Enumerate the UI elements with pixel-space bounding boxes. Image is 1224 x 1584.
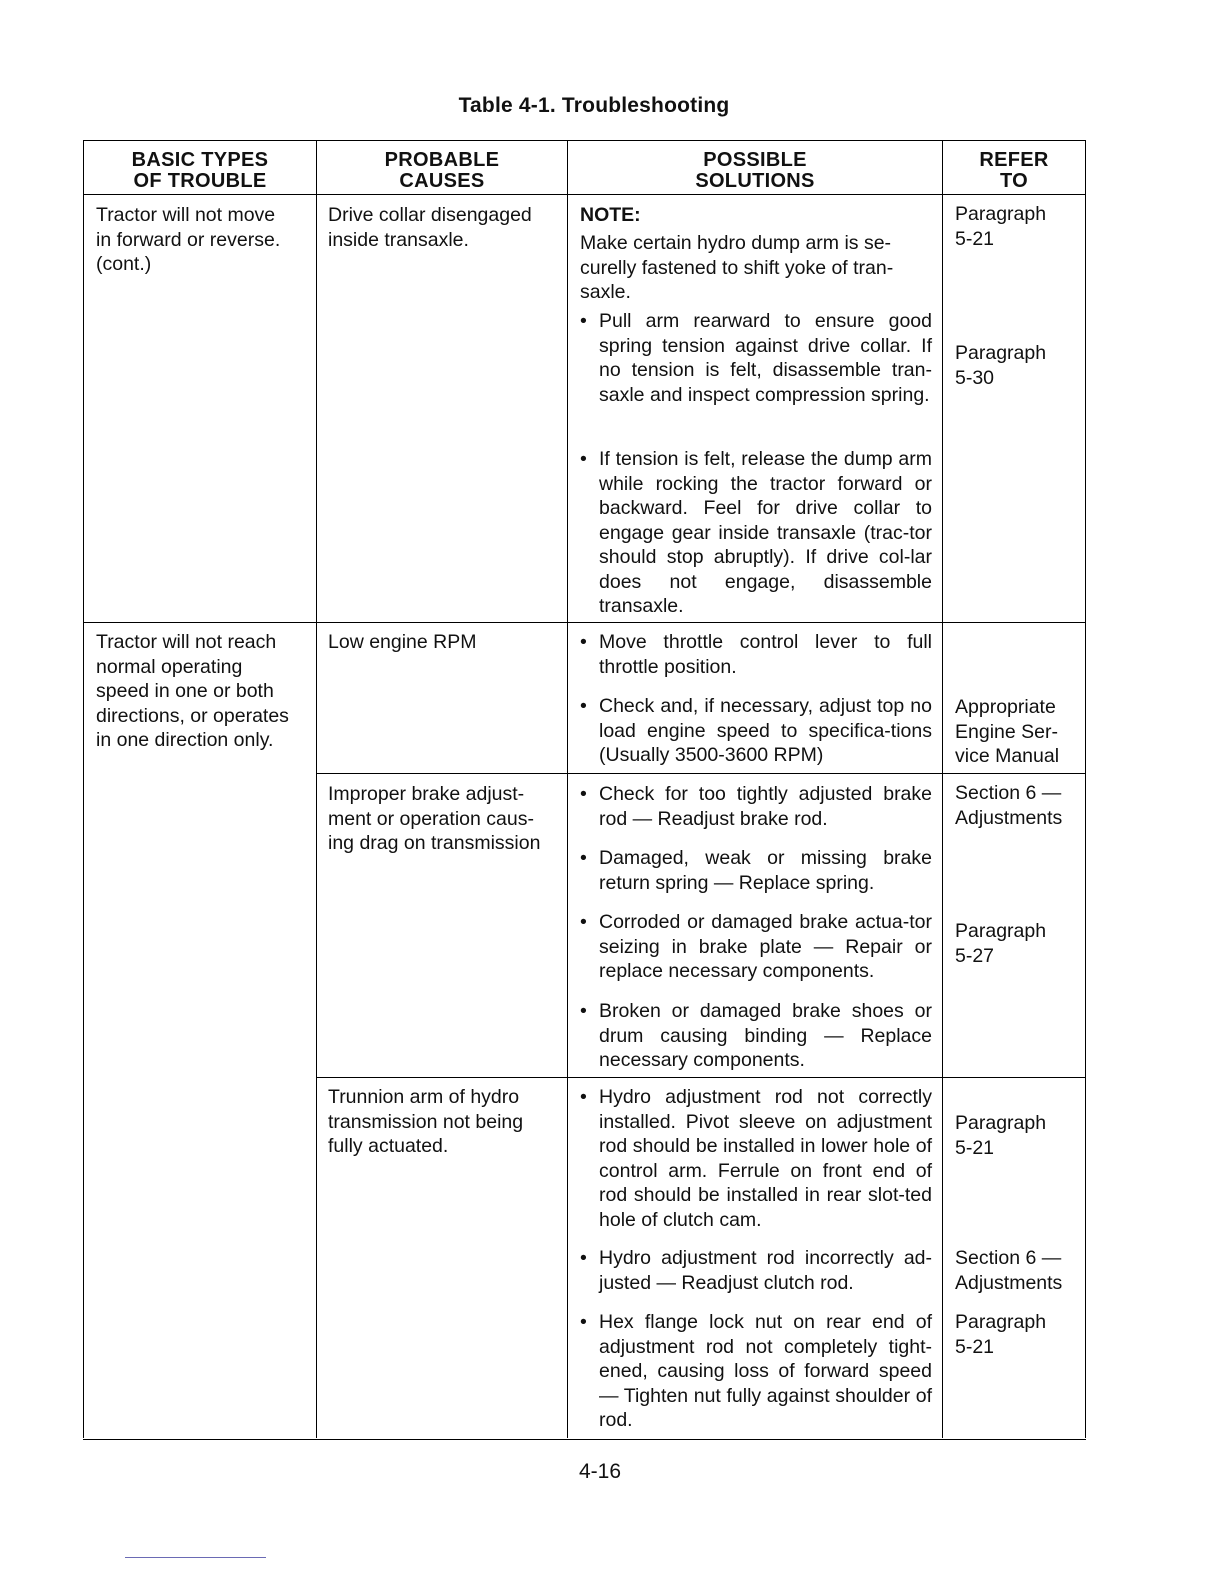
cause-text: Improper brake adjust- ment or operation caus- ing drag on transmission	[328, 783, 541, 854]
refer-text: Appropriate Engine Ser- vice Manual	[955, 696, 1060, 767]
note-label: NOTE:	[580, 204, 641, 226]
footer-rule	[125, 1557, 266, 1558]
cause-text: Low engine RPM	[328, 631, 477, 653]
refer-text: Paragraph 5-21	[955, 203, 1047, 250]
refer-text: Paragraph 5-27	[955, 920, 1047, 967]
bullet-icon: •	[580, 695, 587, 717]
col-divider	[316, 140, 317, 1438]
refer-text: Paragraph 5-21	[955, 1112, 1047, 1159]
solution-item: • Hydro adjustment rod incorrectly ad-justed — Readjust clutch rod.	[580, 1247, 932, 1294]
refer-text: Section 6 — Adjustments	[955, 1247, 1063, 1294]
header-refer: REFER TO	[979, 149, 1049, 192]
refer-text: Paragraph 5-30	[955, 342, 1047, 389]
col-divider	[83, 140, 84, 1438]
bullet-icon: •	[580, 911, 587, 933]
row-divider	[316, 1077, 1086, 1078]
bullet-icon: •	[580, 783, 587, 805]
header-trouble: BASIC TYPES OF TROUBLE	[131, 149, 269, 192]
header-causes: PROBABLE CAUSES	[384, 149, 500, 192]
solution-item: • Broken or damaged brake shoes or drum causing binding — Replace necessary components.	[580, 1000, 932, 1071]
solution-item: • Hex flange lock nut on rear end of adjustment rod not completely tight-ened, causing loss of forward speed — Tighten nut fully against shoulder of rod.	[580, 1311, 932, 1431]
cause-text: Drive collar disengaged inside transaxle.	[328, 204, 532, 251]
bullet-icon: •	[580, 631, 587, 653]
refer-text: Paragraph 5-21	[955, 1311, 1047, 1358]
bullet-icon: •	[580, 847, 587, 869]
note-text: Make certain hydro dump arm is se- curelly fastened to shift yoke of tran- saxle.	[580, 232, 894, 303]
bullet-icon: •	[580, 1086, 587, 1108]
solution-item: • If tension is felt, release the dump arm while rocking the tractor forward or backward. Feel for drive collar to engage gear inside transaxle (trac-tor should stop abruptly). If drive col-lar does not engage, disassemble transaxle.	[580, 448, 932, 617]
bullet-icon: •	[580, 1000, 587, 1022]
header-solutions: POSSIBLE SOLUTIONS	[695, 149, 815, 192]
col-divider	[567, 140, 568, 1438]
refer-text: Section 6 — Adjustments	[955, 782, 1063, 829]
trouble-text: Tractor will not reach normal operating speed in one or both directions, or operates in one direction only.	[96, 631, 289, 751]
row-divider	[316, 773, 1086, 774]
solution-item: • Corroded or damaged brake actua-tor seizing in brake plate — Repair or replace necessary components.	[580, 911, 932, 982]
col-divider	[942, 140, 943, 1438]
table-title: Table 4-1. Troubleshooting	[458, 94, 730, 117]
cause-text: Trunnion arm of hydro transmission not being fully actuated.	[328, 1086, 524, 1157]
bullet-icon: •	[580, 1247, 587, 1269]
trouble-text: Tractor will not move in forward or reverse. (cont.)	[96, 204, 281, 275]
solution-item: • Damaged, weak or missing brake return spring — Replace spring.	[580, 847, 932, 894]
page-number: 4-16	[578, 1460, 622, 1483]
solution-item: • Check for too tightly adjusted brake rod — Readjust brake rod.	[580, 783, 932, 830]
bullet-icon: •	[580, 310, 587, 332]
solution-item: • Hydro adjustment rod not correctly installed. Pivot sleeve on adjustment rod should be installed in lower hole of control arm. Ferrule on front end of rod should be installed in rear slot-ted hole of clutch cam.	[580, 1086, 932, 1231]
bullet-icon: •	[580, 1311, 587, 1333]
solution-item: • Check and, if necessary, adjust top no load engine speed to specifica-tions (Usually 3500-3600 RPM)	[580, 695, 932, 766]
bullet-icon: •	[580, 448, 587, 470]
header-divider	[83, 194, 1086, 195]
row-divider	[83, 622, 1086, 623]
solution-item: • Pull arm rearward to ensure good spring tension against drive collar. If no tension is felt, disassemble tran-saxle and inspect compression spring.	[580, 310, 932, 406]
col-divider	[1085, 140, 1086, 1438]
solution-item: • Move throttle control lever to full throttle position.	[580, 631, 932, 678]
